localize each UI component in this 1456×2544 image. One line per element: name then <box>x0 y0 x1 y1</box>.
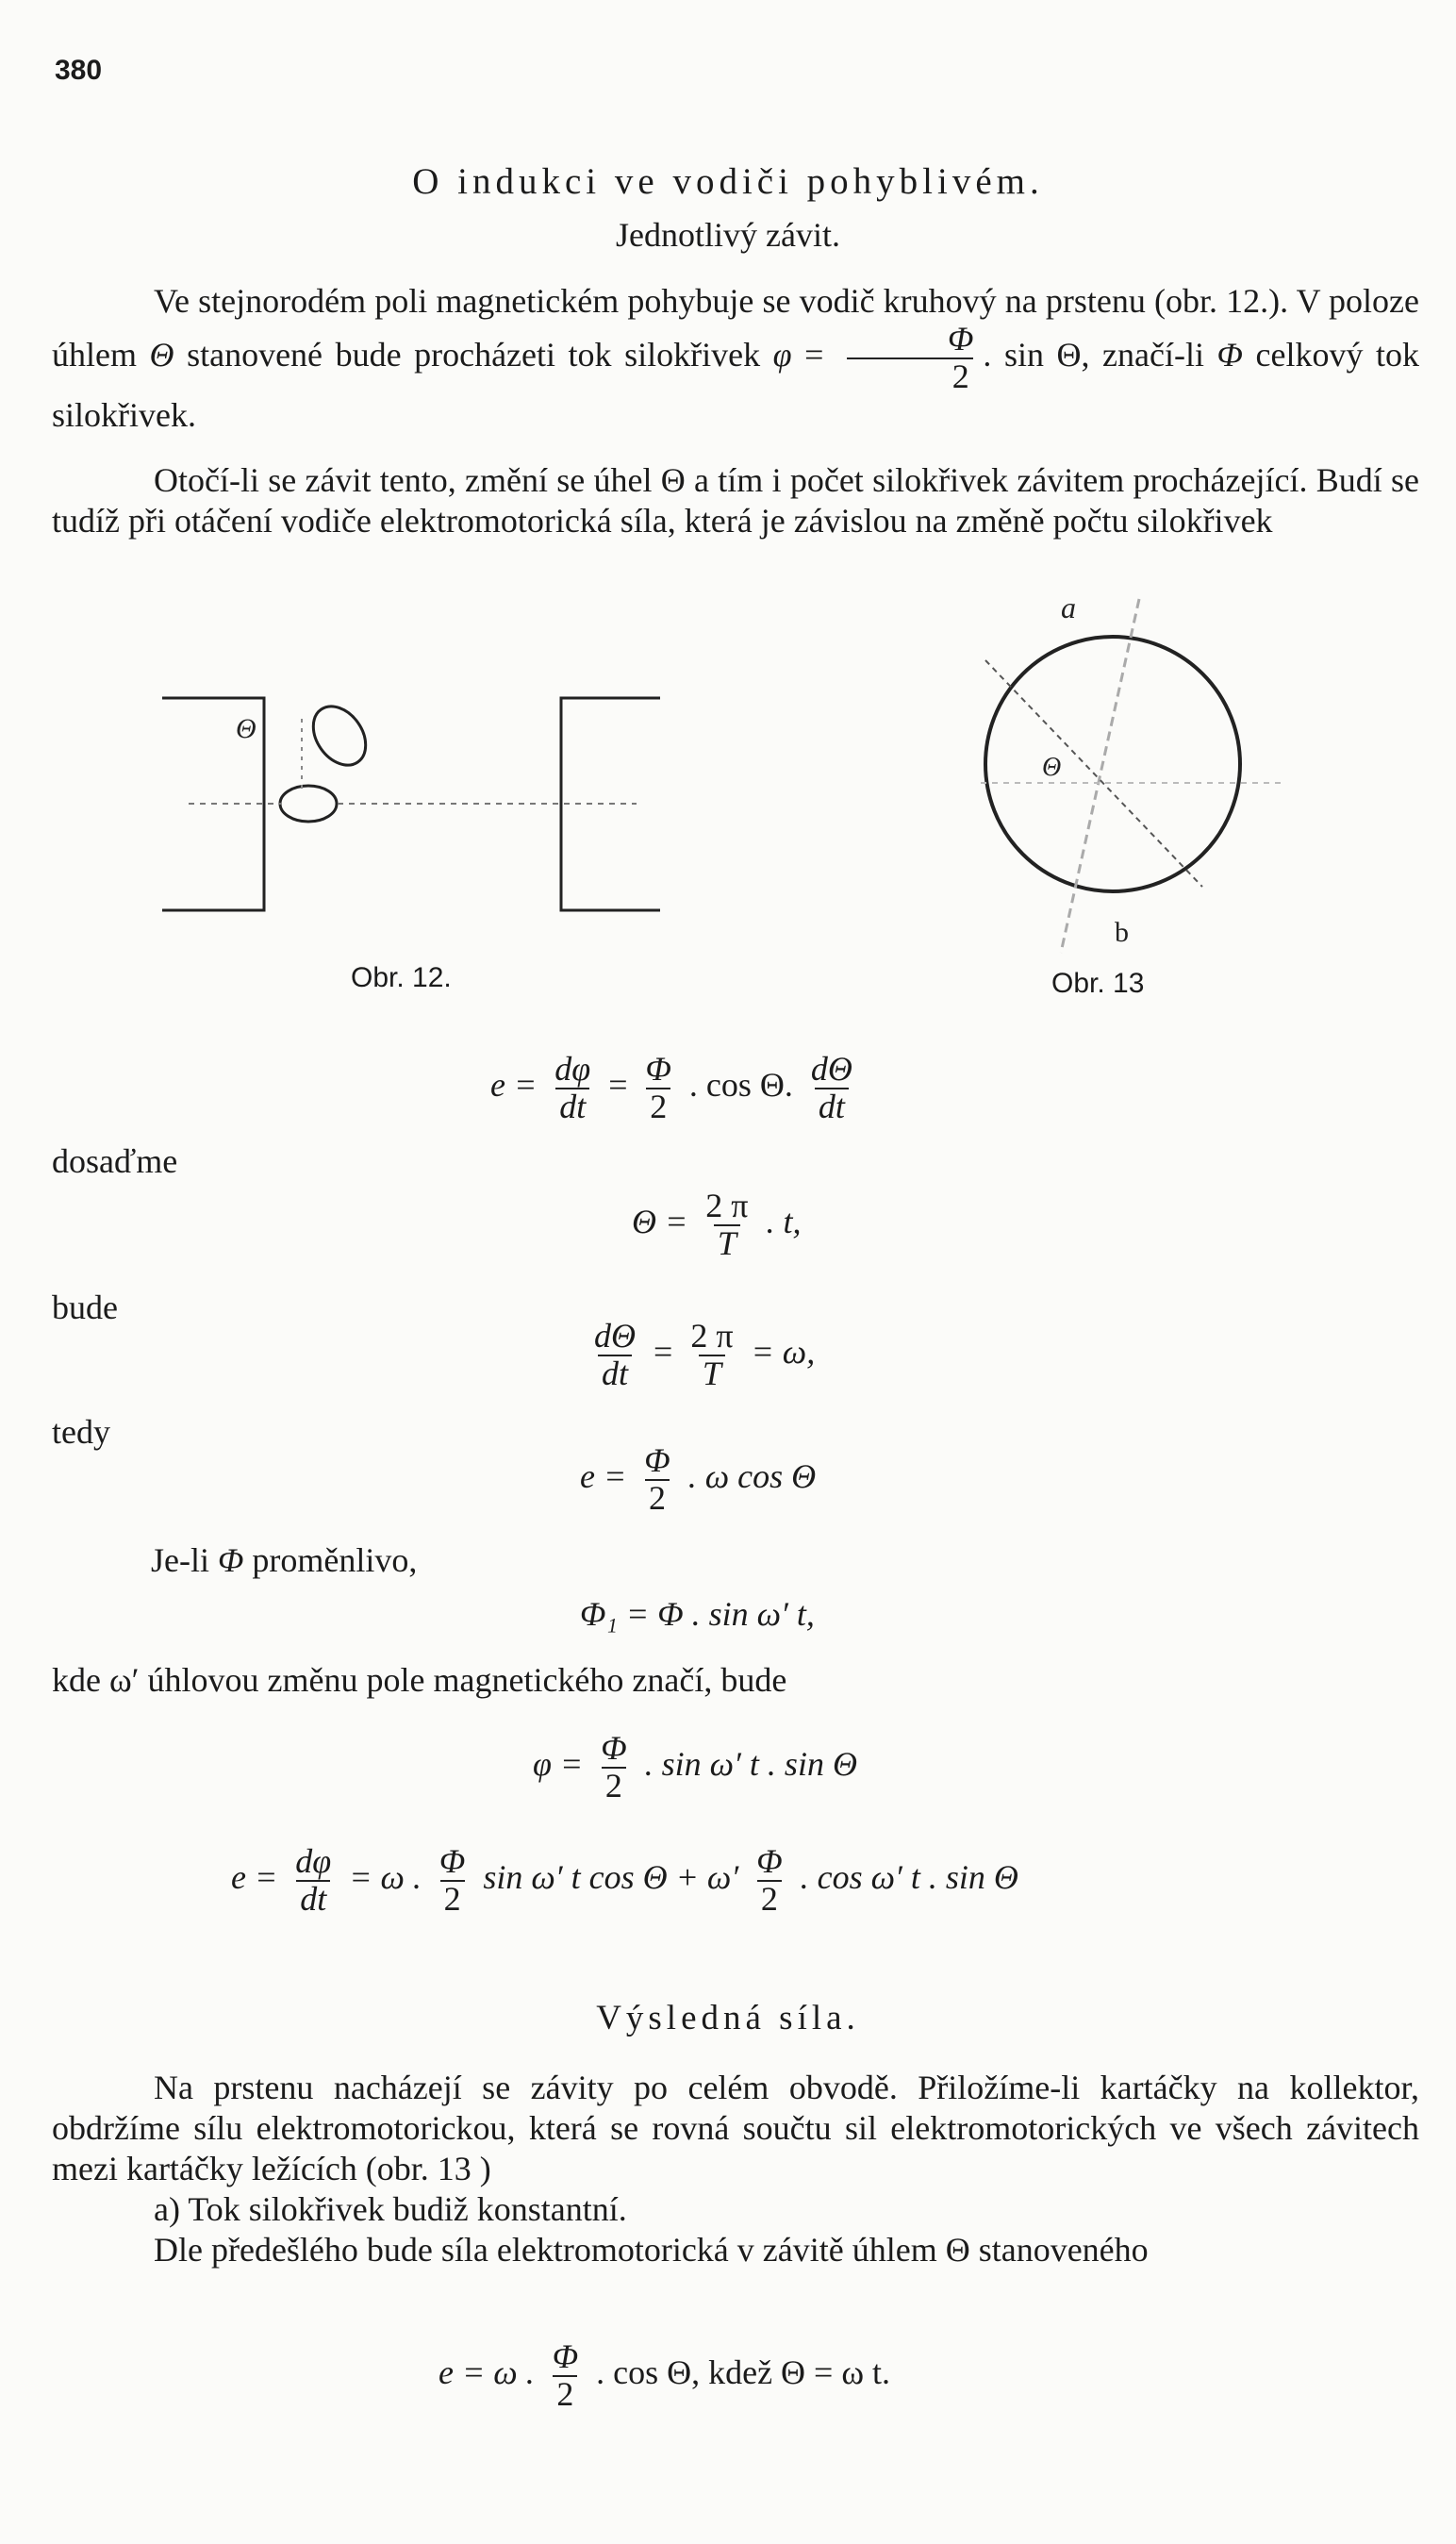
equation-3: $\frac{d\Theta}{dt}$ = $\frac{2 \pi}{T}$ = ω, <box>594 1317 816 1392</box>
fraction: $\frac{\Phi}{2}$ <box>842 322 977 395</box>
equation-5: Φ₁ = Φ . sin ω′ t, <box>580 1595 815 1633</box>
item-a: a) Tok silokřivek budiž konstantní. <box>154 2190 627 2228</box>
equation-final: e = ω . $\frac{\Phi}{2}$ . cos Θ, kdež Θ = ω t. <box>438 2337 891 2413</box>
label-dosadme: dosaďme <box>52 1142 178 1180</box>
fig13-b: b <box>1115 917 1129 948</box>
text-je-li: Je-li Φ proměnlivo, <box>151 1541 418 1579</box>
fig13-theta: Θ <box>1042 753 1062 782</box>
figure-12 <box>160 660 670 943</box>
label-bude: bude <box>52 1289 118 1326</box>
fig12-caption: Obr. 12. <box>351 962 452 993</box>
fig12-theta: Θ <box>236 713 256 744</box>
fig13-caption: Obr. 13 <box>1051 968 1145 999</box>
equation-1: e = $\frac{d\varphi}{dt}$ = $\frac{\Phi}{2}$ . cos Θ. $\frac{d\Theta}{dt}$ <box>490 1050 852 1125</box>
section-title: O indukci ve vodiči pohyblivém. <box>412 161 1044 202</box>
fig13-a: a <box>1061 590 1076 624</box>
equation-6: φ = $\frac{\Phi}{2}$ . sin ω′ t . sin Θ <box>533 1729 857 1804</box>
figure-13 <box>943 590 1320 972</box>
paragraph-intro: Ve stejnorodém poli magnetickém pohybuje se vodič kruhový na prstenu (obr. 12.). V poloze úhlem Θ stanovené bude procházeti tok silokřivek φ = $\frac{\Phi}{2}$ . sin Θ, značí-li Φ celkový tok silokřivek. <box>52 282 1420 434</box>
section-subtitle: Jednotlivý závit. <box>616 216 840 254</box>
paragraph-vysledna: Na prstenu nacházejí se závity po celém obvodě. Přiložíme-li kartáčky na kollektor, obdržíme sílu elektromotorickou, která se rovná součtu sil elektromotorických ve všech závitech mezi kartáčky ležících (obr. 13 ) a) Tok silokřivek budiž konstantní. Dle předešlého bude síla elektromotorická v závitě úhlem Θ stanoveného <box>52 2069 1419 2269</box>
text-kde: kde ω′ úhlovou změnu pole magnetického značí, bude <box>52 1661 787 1699</box>
equation-4: e = $\frac{\Phi}{2}$ . ω cos Θ <box>580 1441 817 1517</box>
label-tedy: tedy <box>52 1413 110 1451</box>
page-number: 380 <box>55 55 103 86</box>
paragraph-rotation: Otočí-li se závit tento, změní se úhel Θ a tím i počet silokřivek závitem procházející. Budí se tudíž při otáčení vodiče elektromotorická síla, která je závislou na změně počtu silokřivek <box>52 461 1419 540</box>
section2-title: Výsledná síla. <box>596 1999 860 2037</box>
equation-2: Θ = $\frac{2 \pi}{T}$ . t, <box>632 1187 802 1262</box>
equation-7: e = $\frac{d\varphi}{dt}$ = ω . $\frac{\Phi}{2}$ sin ω′ t cos Θ + ω′ $\frac{\Phi}{2}$ . cos ω′ t . sin Θ <box>231 1842 1018 1918</box>
